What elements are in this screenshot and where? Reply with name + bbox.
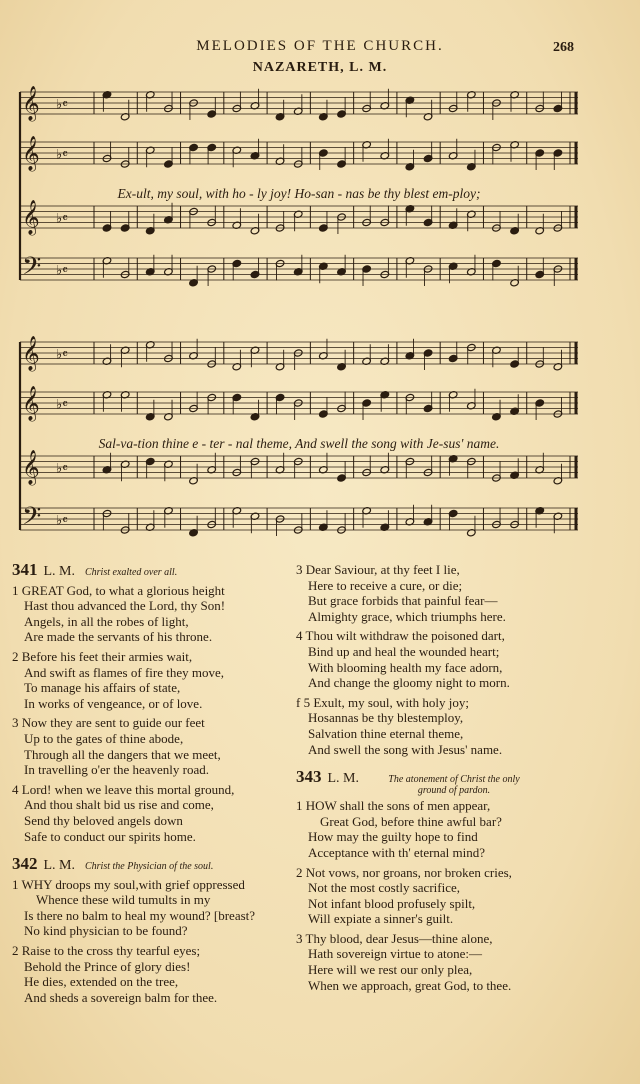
verse-line: Are made the servants of his throne. xyxy=(24,629,213,645)
verse-line: How may the guilty hope to find xyxy=(308,829,478,845)
time-signature-icon: ♭𝄴 xyxy=(56,461,68,477)
verse-line: Angels, in all the robes of light, xyxy=(24,613,189,629)
verse-line: Not the most costly sacrifice, xyxy=(308,880,460,896)
music-system-2 xyxy=(16,334,582,554)
hymn-number: 341 xyxy=(12,560,38,579)
hymn-number: 342 xyxy=(12,854,38,874)
hymn-meter: L. M. xyxy=(43,564,75,579)
verse-line: 1 WHY droops my soul,with grief oppressed xyxy=(12,876,245,892)
verse-line: 4 Thou wilt withdraw the poisoned dart, xyxy=(296,628,505,644)
time-signature-icon: ♭𝄴 xyxy=(56,513,68,529)
verse-line: Here will we rest our only plea, xyxy=(308,962,473,978)
verse-line: And thou shalt bid us rise and come, xyxy=(24,797,214,813)
verse-line: Whence these wild tumults in my xyxy=(36,892,211,908)
tune-title: NAZARETH, L. M. xyxy=(252,60,388,75)
verse-line: In travelling o'er the heavenly road. xyxy=(24,762,209,778)
treble-clef-icon: 𝄞 xyxy=(22,386,40,421)
running-head: MELODIES OF THE CHURCH. xyxy=(196,38,444,54)
verse xyxy=(12,583,290,645)
verse xyxy=(296,695,568,757)
verse xyxy=(12,877,290,939)
hymn-343-heading xyxy=(296,769,568,796)
verse-line: But grace forbids that painful fear— xyxy=(308,593,498,609)
time-signature-icon: ♭𝄴 xyxy=(56,147,68,163)
verse xyxy=(296,865,568,927)
verse xyxy=(296,562,568,624)
page-header xyxy=(0,38,640,60)
verse xyxy=(12,782,290,844)
bass-clef-icon: 𝄢 xyxy=(22,252,42,287)
time-signature-icon: ♭𝄴 xyxy=(56,347,68,363)
verse xyxy=(296,798,568,860)
hymn-subtitle-line-2: ground of pardon. xyxy=(417,785,491,797)
verse xyxy=(12,649,290,711)
verse xyxy=(296,628,568,690)
time-signature-icon: ♭𝄴 xyxy=(56,263,68,279)
verse-line: Through all the dangers that we meet, xyxy=(24,746,221,762)
time-signature-icon: ♭𝄴 xyxy=(56,211,68,227)
hymn-number: 343 xyxy=(296,767,322,787)
hymn-subtitle: Christ exalted over all. xyxy=(85,567,178,578)
verse xyxy=(12,943,290,1005)
page-number: 268 xyxy=(553,40,574,55)
verse-line: And swell the song with Jesus' name. xyxy=(308,741,503,757)
verse-line: Salvation thine eternal theme, xyxy=(308,725,464,741)
verse-line: 3 Dear Saviour, at thy feet I lie, xyxy=(296,562,460,577)
verse-line: 2 Not vows, nor groans, nor broken cries, xyxy=(296,864,512,880)
verse-line: Send thy beloved angels down xyxy=(24,812,183,828)
verse-line: Up to the gates of thine abode, xyxy=(24,730,184,746)
verse-line: And sheds a sovereign balm for thee. xyxy=(24,989,218,1005)
verse-line: Behold the Prince of glory dies! xyxy=(24,958,191,974)
bass-clef-icon: 𝄢 xyxy=(22,502,42,537)
verse-line: With blooming health my face adorn, xyxy=(308,659,503,675)
verse-line: Hath sovereign virtue to atone:— xyxy=(308,946,483,962)
treble-clef-icon: 𝄞 xyxy=(22,200,40,235)
music-system-1 xyxy=(16,84,582,304)
verse-line: 1 GREAT God, to what a glorious height xyxy=(12,582,225,598)
verse-line: 3 Thy blood, dear Jesus—thine alone, xyxy=(296,930,493,946)
verse-line: Not infant blood profusely spilt, xyxy=(308,895,476,911)
verse-line: To manage his affairs of state, xyxy=(24,680,181,696)
verse-line: When we approach, great God, to thee. xyxy=(308,977,512,993)
lyric-line-1: Ex-ult, my soul, with ho - ly joy! Ho-san - nas be thy blest em-ploy; xyxy=(117,186,481,201)
treble-clef-icon: 𝄞 xyxy=(22,136,40,171)
verse-line: f 5 Exult, my soul, with holy joy; xyxy=(296,694,469,710)
verse-line: Here to receive a cure, or die; xyxy=(308,577,463,593)
verse-line: 3 Now they are sent to guide our feet xyxy=(12,715,205,731)
hymn-meter: L. M. xyxy=(327,771,359,787)
verse-line: Hosannas be thy blestemploy, xyxy=(308,710,464,726)
verse-line: 2 Before his feet their armies wait, xyxy=(12,648,193,664)
left-column xyxy=(12,562,290,1009)
hymn-subtitle: Christ the Physician of the soul. xyxy=(85,861,214,873)
hymn-subtitle-line-1: The atonement of Christ the only xyxy=(388,774,520,786)
verse xyxy=(296,931,568,993)
verse-line: Is there no balm to heal my wound? [breast? xyxy=(24,907,256,923)
verse-line: 2 Raise to the cross thy tearful eyes; xyxy=(12,943,201,959)
verse-line: And swift as flames of fire they move, xyxy=(24,664,225,680)
verse-line: Will expiate a sinner's guilt. xyxy=(308,911,454,927)
verse-line: In works of vengeance, or of love. xyxy=(24,695,203,711)
treble-clef-icon: 𝄞 xyxy=(22,336,40,371)
treble-clef-icon: 𝄞 xyxy=(22,86,40,121)
verse xyxy=(12,715,290,777)
hymn-341-heading xyxy=(12,562,290,581)
hymn-meter: L. M. xyxy=(43,858,75,874)
verse-line: Acceptance with th' eternal mind? xyxy=(308,844,486,860)
verse-line: And change the gloomy night to morn. xyxy=(308,675,510,691)
hymn-342-heading xyxy=(12,856,290,875)
verse-line: Bind up and heal the wounded heart; xyxy=(308,643,500,659)
verse-line: No kind physician to be found? xyxy=(24,923,188,939)
time-signature-icon: ♭𝄴 xyxy=(56,97,68,113)
verse-line: Hast thou advanced the Lord, thy Son! xyxy=(24,598,226,614)
right-column xyxy=(296,562,568,997)
verse-line: He dies, extended on the tree, xyxy=(24,974,179,990)
verse-line: Almighty grace, which triumphs here. xyxy=(308,608,506,624)
hymn-texts xyxy=(0,562,640,1022)
verse-line: Great God, before thine awful bar? xyxy=(320,813,502,829)
verse-line: 1 HOW shall the sons of men appear, xyxy=(296,798,491,814)
verse-line: Safe to conduct our spirits home. xyxy=(24,828,196,844)
verse-line: 4 Lord! when we leave this mortal ground, xyxy=(12,781,235,797)
time-signature-icon: ♭𝄴 xyxy=(56,397,68,413)
treble-clef-icon: 𝄞 xyxy=(22,450,40,485)
lyric-line-2: Sal-va-tion thine e - ter - nal theme, And swell the song with Je-sus' name. xyxy=(98,436,500,451)
hymn-subtitle xyxy=(369,774,539,796)
